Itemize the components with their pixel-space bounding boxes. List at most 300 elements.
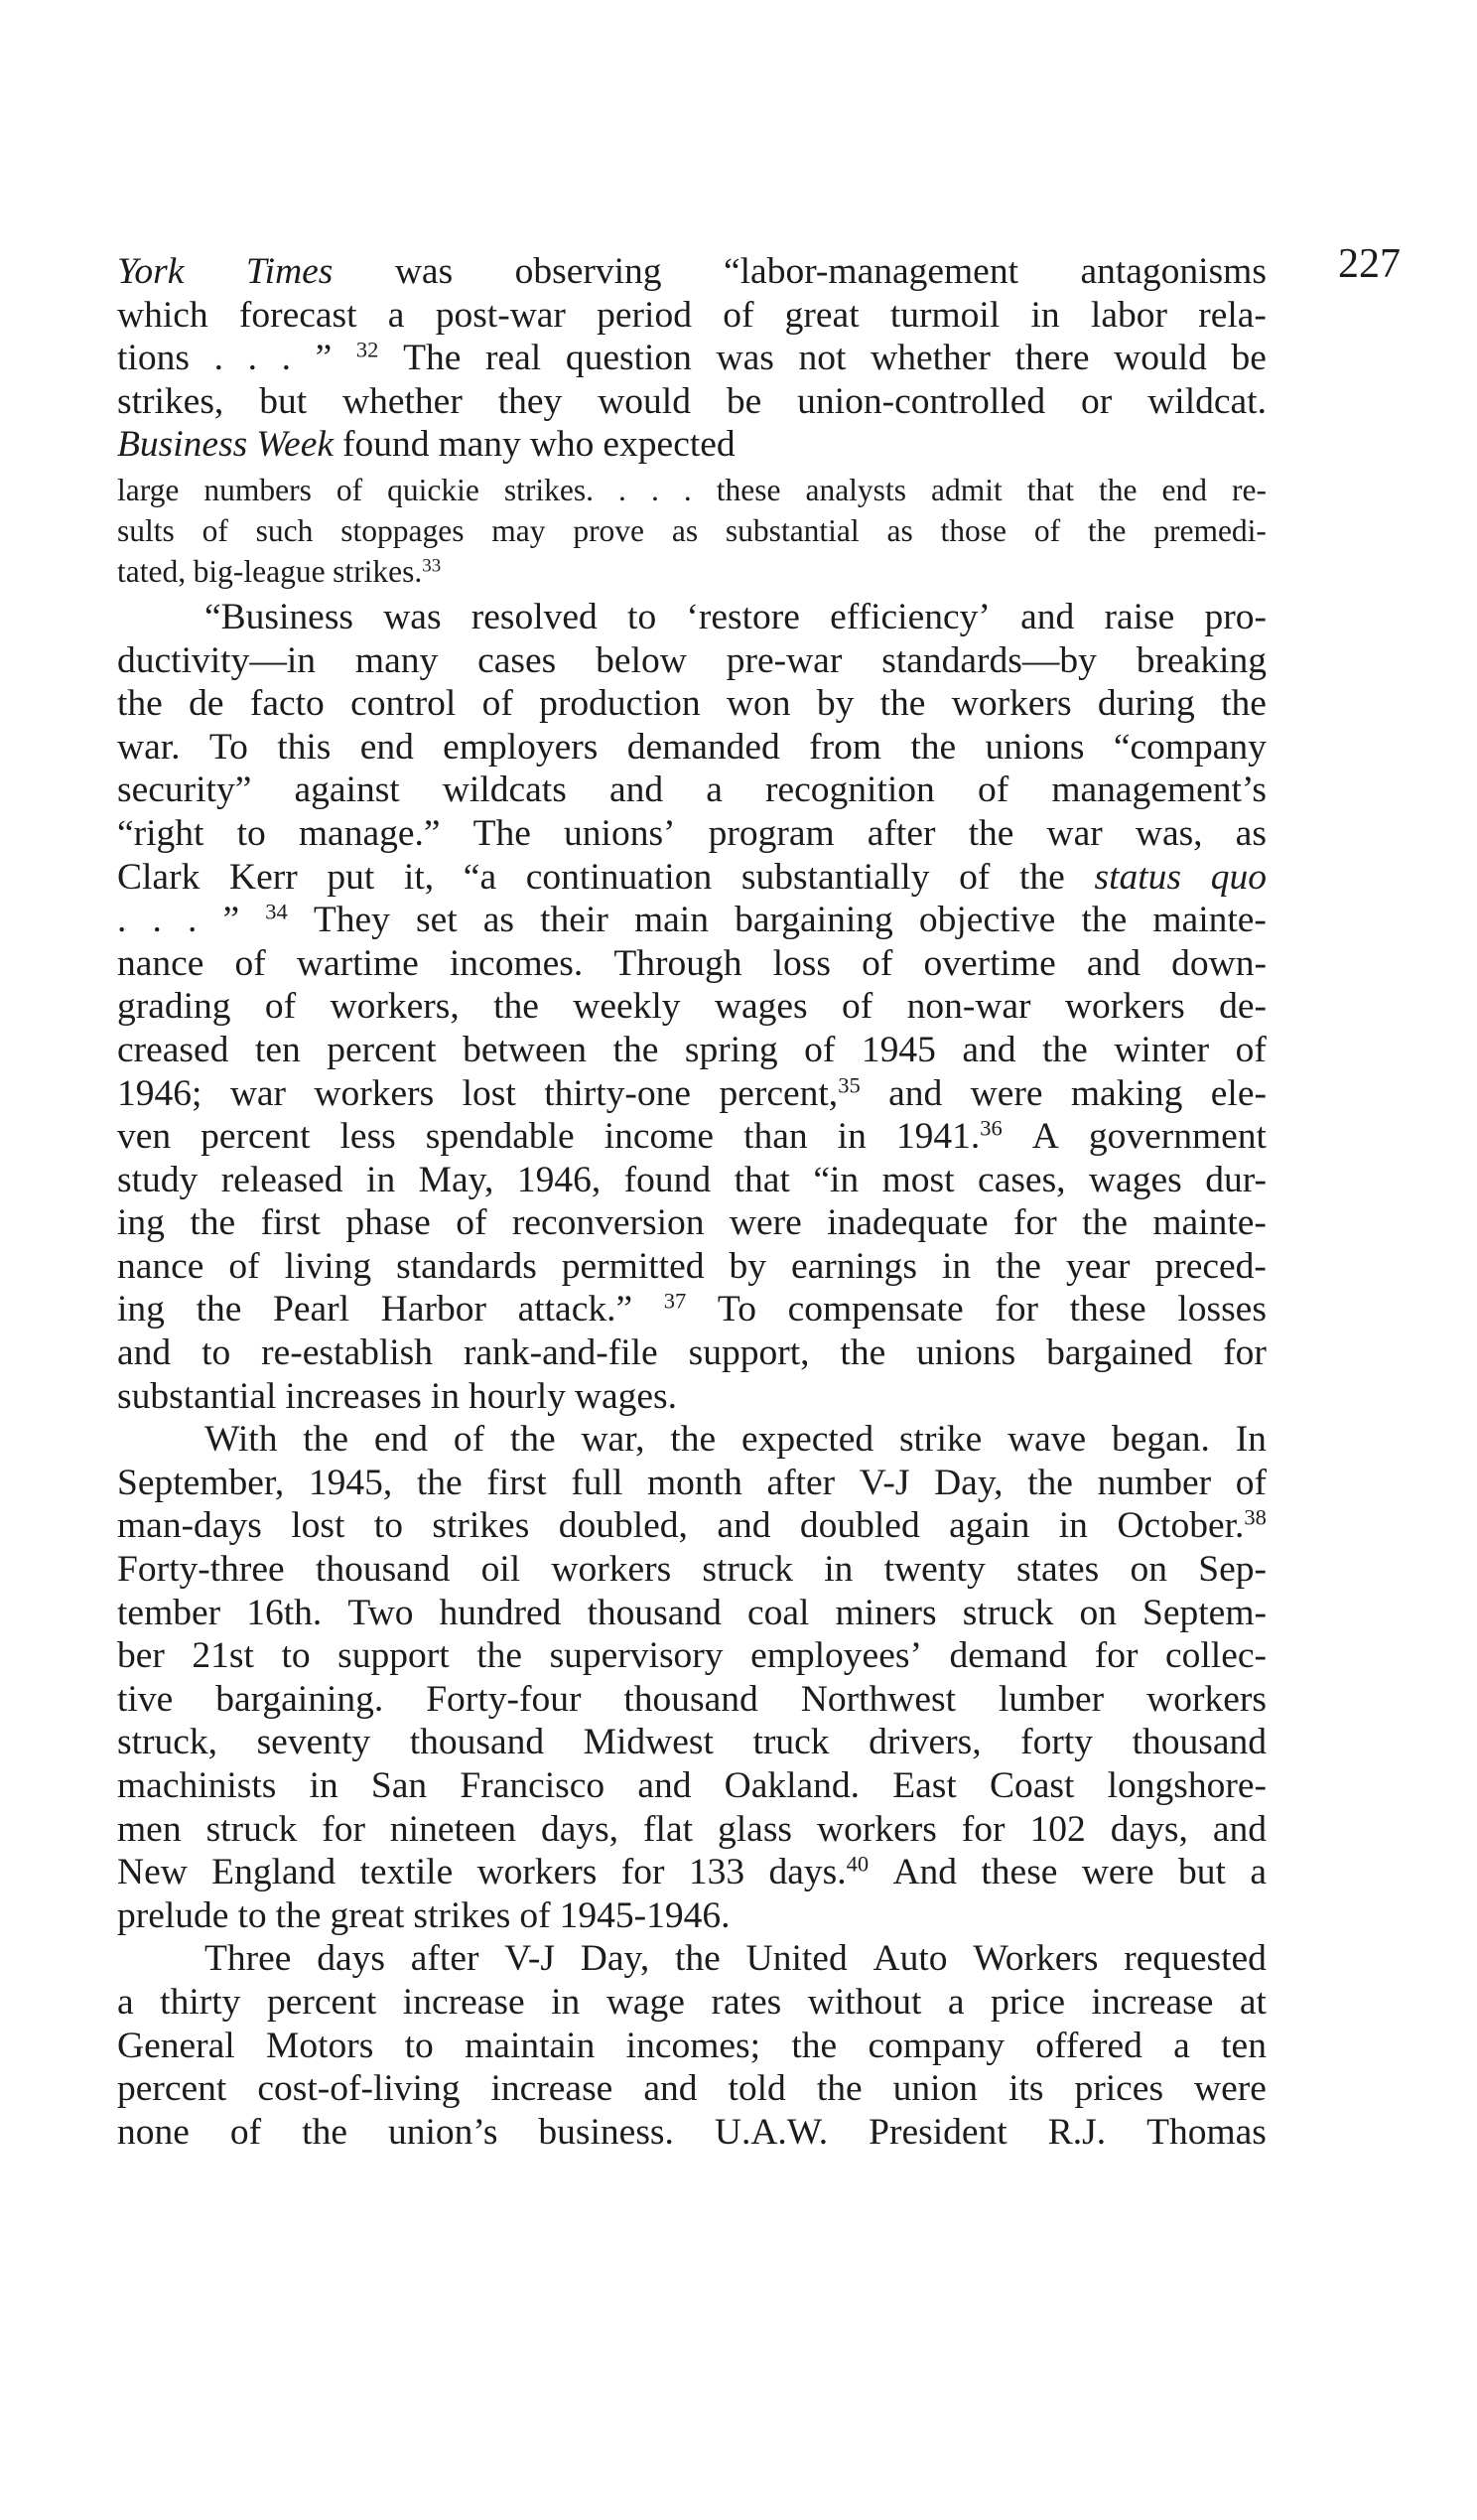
text-run: Septem-: [1142, 1592, 1267, 1633]
word: [327, 856, 374, 900]
text-run: employers: [443, 726, 599, 768]
word: [117, 639, 316, 683]
text-line: [117, 1981, 1267, 2025]
word: [1221, 2025, 1267, 2068]
text-run: days,: [1110, 1808, 1188, 1850]
word: [624, 1159, 712, 1202]
text-run: U.A.W.: [714, 2111, 829, 2153]
word: [962, 1808, 1006, 1852]
word: [257, 2067, 460, 2111]
text-run: income: [604, 1116, 715, 1158]
footnote-ref: 33: [422, 555, 442, 577]
word: [1232, 470, 1267, 510]
word: [741, 856, 930, 900]
text-run: de-: [1219, 986, 1267, 1028]
text-run: strikes.: [333, 553, 423, 589]
text-run: Harbor: [380, 1289, 486, 1330]
word: [643, 2067, 697, 2111]
word: [265, 985, 296, 1029]
word: [482, 682, 513, 726]
text-run: spring: [684, 1029, 778, 1070]
text-run: on: [1130, 1549, 1167, 1591]
word: [750, 1634, 922, 1678]
text-run: strikes: [432, 1505, 530, 1547]
word: [117, 380, 223, 424]
text-run: weekly: [573, 986, 681, 1028]
text-run: prices: [1074, 2068, 1164, 2110]
text-line: [117, 1634, 1267, 1678]
text-run: were: [970, 1072, 1043, 1114]
text-run: Midwest: [583, 1722, 714, 1763]
word: [310, 1764, 338, 1808]
text-run: thousand: [315, 1549, 451, 1591]
text-run: for: [995, 1289, 1038, 1330]
word: [204, 1937, 291, 1981]
text-run: as: [1235, 812, 1267, 854]
text-run: New: [117, 1852, 188, 1893]
word: [1008, 2067, 1043, 2111]
word: [1152, 1201, 1267, 1245]
word: [117, 294, 208, 338]
text-run: substantial: [117, 1375, 277, 1417]
word: [1082, 1201, 1128, 1245]
word: [440, 1592, 562, 1635]
text-run: Forty-four: [426, 1678, 582, 1720]
word: [873, 1937, 948, 1981]
word: [476, 1634, 522, 1678]
word: [117, 812, 203, 856]
text-run: A: [1031, 1116, 1059, 1158]
text-run: To: [717, 1289, 756, 1330]
word: [117, 726, 181, 770]
word: [237, 1894, 266, 1938]
text-run: wages: [1089, 1159, 1182, 1200]
word: [949, 1634, 1067, 1678]
text-run: of: [959, 856, 991, 898]
word: [336, 470, 362, 510]
text-run: .: [247, 338, 257, 379]
word: [432, 1504, 529, 1548]
text-run: the: [910, 726, 957, 768]
text-run: substantial: [725, 512, 860, 548]
word: [303, 1418, 348, 1462]
word: [117, 1851, 188, 1894]
word: [333, 551, 441, 592]
text-run: a: [1250, 1852, 1267, 1893]
word: [788, 1288, 964, 1331]
text-run: as: [482, 900, 515, 941]
word: [1070, 1288, 1146, 1331]
word: [1146, 2111, 1267, 2155]
word: [504, 470, 594, 510]
text-run: Clark: [117, 856, 201, 898]
word: [246, 250, 334, 294]
word: [297, 942, 419, 986]
text-run: of: [228, 1245, 260, 1287]
word: [562, 1245, 705, 1289]
word: [322, 1808, 365, 1852]
text-run: question: [565, 338, 692, 379]
text-run: President: [869, 2111, 1007, 2153]
word: [229, 856, 298, 900]
text-run: whether: [871, 338, 991, 379]
word: [403, 337, 461, 380]
text-run: by: [729, 1245, 766, 1287]
text-line: [117, 1201, 1267, 1245]
text-run: support: [337, 1635, 450, 1677]
text-run: observing: [514, 251, 662, 292]
word: [801, 1678, 956, 1722]
word: [808, 1981, 922, 2025]
word: [717, 470, 781, 510]
text-run: incomes;: [625, 2025, 761, 2066]
word: [1108, 1764, 1267, 1808]
text-run: ductivity—in: [117, 639, 316, 681]
text-line: [117, 1418, 1267, 1462]
word: [702, 1548, 793, 1592]
word: [934, 1462, 1003, 1505]
text-run: making: [1070, 1072, 1183, 1114]
text-run: as: [886, 512, 913, 548]
word: [117, 1288, 165, 1331]
text-run: of: [201, 512, 228, 548]
word: [842, 985, 873, 1029]
text-run: of: [1033, 512, 1061, 548]
text-run: these: [1069, 1289, 1146, 1330]
word: [314, 899, 390, 942]
text-run: bargained: [1046, 1332, 1193, 1374]
word: [882, 1159, 955, 1202]
text-line: [117, 337, 1267, 380]
word: [117, 2067, 226, 2111]
word: [117, 682, 163, 726]
word: [730, 1201, 802, 1245]
word: [1066, 1245, 1131, 1289]
word: [250, 682, 325, 726]
word: [192, 1634, 254, 1678]
word: [805, 470, 905, 510]
text-run: 133: [688, 1852, 745, 1893]
text-line: [117, 2111, 1267, 2155]
word: [294, 769, 399, 812]
word: [374, 1504, 403, 1548]
text-run: the: [302, 2111, 347, 2153]
text-run: the: [1019, 856, 1065, 898]
word: [973, 1937, 1098, 1981]
text-run: a: [117, 1981, 134, 2023]
text-run: in: [309, 1765, 338, 1806]
text-run: increase: [490, 2068, 613, 2110]
word: [246, 1592, 322, 1635]
word: [573, 510, 644, 551]
text-line: [117, 1721, 1267, 1764]
word: [880, 682, 926, 726]
word: [387, 470, 479, 510]
word: [285, 1375, 421, 1419]
text-run: for: [1223, 1332, 1267, 1374]
word: [981, 1851, 1057, 1894]
text-run: ele-: [1210, 1072, 1267, 1114]
word: [1236, 812, 1267, 856]
word: [643, 1808, 693, 1852]
text-run: states: [1015, 1549, 1100, 1591]
text-line: [117, 1548, 1267, 1592]
text-run: thousand: [1132, 1722, 1267, 1763]
text-run: for: [322, 1808, 365, 1850]
text-run: employees’: [750, 1635, 922, 1677]
footnote-ref: 37: [663, 1289, 687, 1315]
quote-line: [117, 470, 1267, 510]
word: [117, 1072, 201, 1116]
word: [627, 596, 656, 639]
text-run: loss: [772, 942, 831, 984]
text-run: percent: [201, 1116, 311, 1158]
word: [202, 510, 228, 551]
text-run: forecast: [238, 294, 357, 336]
word: [999, 1678, 1104, 1722]
word: [1098, 1462, 1212, 1505]
word: [881, 639, 1097, 683]
text-run: living: [284, 1245, 372, 1287]
word: [512, 1201, 705, 1245]
text-run: breaking: [1136, 639, 1267, 681]
text-run: rates: [711, 1981, 782, 2023]
text-run: Through: [613, 942, 742, 984]
word: [672, 510, 698, 551]
text-run: first: [486, 1462, 547, 1503]
text-run: England: [211, 1852, 336, 1893]
word: [261, 1201, 321, 1245]
word: [598, 380, 691, 424]
word: [347, 1592, 413, 1635]
text-run: less: [339, 1116, 396, 1158]
word: [117, 1115, 171, 1159]
word: [265, 899, 288, 942]
word: [350, 682, 456, 726]
word: [1221, 682, 1267, 726]
text-run: days,: [540, 1808, 619, 1850]
text-run: struck: [702, 1549, 794, 1591]
text-run: “in: [813, 1159, 860, 1200]
text-line: [117, 1808, 1267, 1852]
text-run: reconversion: [511, 1202, 705, 1244]
text-run: strikes: [413, 1894, 511, 1936]
word: [1071, 1072, 1182, 1116]
text-run: ten: [254, 1029, 301, 1070]
word: [456, 1201, 486, 1245]
word: [860, 1462, 910, 1505]
word: [371, 1764, 427, 1808]
text-run: expected: [603, 424, 736, 466]
word: [117, 1894, 228, 1938]
text-run: thirty: [160, 1981, 241, 2023]
text-run: to: [627, 596, 657, 637]
text-run: of: [453, 1419, 485, 1461]
word: [824, 1548, 853, 1592]
text-run: and: [117, 1332, 172, 1374]
word: [869, 2111, 1007, 2155]
text-run: war,: [581, 1419, 645, 1461]
word: [1080, 250, 1266, 294]
text-run: a: [387, 294, 405, 336]
word: [1081, 899, 1127, 942]
text-run: man-days: [117, 1505, 262, 1547]
text-line: [117, 1678, 1267, 1722]
word: [1075, 2067, 1164, 2111]
text-run: In: [1235, 1419, 1267, 1461]
word: [519, 1894, 550, 1938]
text-run: again: [949, 1505, 1030, 1547]
text-run: and: [643, 2068, 698, 2110]
word: [413, 1894, 510, 1938]
text-run: they: [497, 380, 563, 422]
word: [996, 1245, 1041, 1289]
word: [1204, 596, 1266, 639]
text-run: cases: [477, 639, 557, 681]
word: [609, 769, 663, 812]
text-run: company: [868, 2025, 1005, 2066]
word: [117, 1462, 284, 1505]
text-run: .: [152, 900, 162, 941]
text-run: earnings: [790, 1245, 917, 1287]
italic-text: York: [117, 251, 185, 292]
text-run: the: [1042, 1029, 1088, 1070]
text-run: To: [208, 726, 248, 768]
word: [197, 1288, 242, 1331]
text-run: seventy: [256, 1722, 371, 1763]
text-run: whether: [342, 380, 463, 422]
text-run: end: [359, 726, 414, 768]
word: [526, 856, 712, 900]
text-run: to: [404, 2025, 434, 2066]
word: [515, 250, 662, 294]
word: [469, 1375, 566, 1419]
text-run: real: [485, 338, 542, 379]
word: [117, 1678, 173, 1722]
word: [360, 726, 414, 770]
text-run: Francisco: [460, 1765, 605, 1806]
text-run: increases: [285, 1375, 422, 1417]
text-run: lost: [291, 1505, 345, 1547]
text-run: to: [373, 1505, 403, 1547]
text-run: percent: [117, 2068, 227, 2110]
text-run: ‘restore: [686, 596, 800, 637]
text-run: and: [717, 1505, 771, 1547]
text-run: Forty-three: [117, 1549, 285, 1591]
text-run: big-league: [193, 553, 326, 589]
text-run: the: [303, 1419, 349, 1461]
footnote-ref: 40: [846, 1851, 870, 1877]
text-run: 1946,: [516, 1159, 602, 1200]
word: [606, 1981, 685, 2025]
text-run: strikes.: [503, 472, 595, 507]
text-run: to: [237, 1894, 267, 1936]
word: [189, 682, 223, 726]
text-run: thousand: [409, 1722, 545, 1763]
word: [1236, 1029, 1267, 1072]
word: [356, 337, 379, 380]
word: [405, 2025, 434, 2068]
word: [729, 1245, 766, 1289]
word: [463, 1072, 516, 1116]
text-run: 102: [1029, 1808, 1086, 1850]
text-run: who: [529, 424, 595, 466]
word: [330, 1894, 404, 1938]
word: [404, 856, 434, 900]
text-run: this: [277, 726, 332, 768]
word: [1250, 1851, 1267, 1894]
word: [588, 1592, 722, 1635]
text-run: Kerr: [228, 856, 298, 898]
word: [403, 1981, 525, 2025]
text-run: “company: [1113, 726, 1267, 768]
word: [490, 2067, 612, 2111]
text-run: thousand: [623, 1678, 758, 1720]
word: [1079, 1592, 1117, 1635]
word: [584, 1721, 714, 1764]
word: [117, 769, 251, 812]
text-line: [117, 250, 1267, 294]
word: [1173, 2025, 1190, 2068]
word: [1027, 470, 1074, 510]
text-run: management’s: [1051, 770, 1267, 811]
text-run: analysts: [805, 472, 906, 507]
text-run: Northwest: [800, 1678, 956, 1720]
quote-line: [117, 510, 1267, 551]
word: [117, 423, 247, 467]
text-run: of: [977, 770, 1009, 811]
word: [566, 337, 692, 380]
text-run: mainte-: [1152, 1202, 1267, 1244]
text-run: it,: [403, 856, 435, 898]
word: [1236, 1418, 1267, 1462]
text-run: workers: [951, 683, 1072, 725]
text-run: wave: [1007, 1419, 1087, 1461]
word: [809, 726, 881, 770]
word: [990, 1764, 1074, 1808]
word: [117, 1808, 182, 1852]
text-run: nineteen: [389, 1808, 516, 1850]
text-line: [117, 1072, 1267, 1116]
text-run: continuation: [525, 856, 713, 898]
text-run: but: [259, 380, 308, 422]
text-run: many: [354, 639, 439, 681]
word: [817, 1808, 937, 1852]
text-run: R.J.: [1047, 2111, 1107, 2153]
text-run: and: [608, 770, 664, 811]
word: [230, 2111, 261, 2155]
word: [978, 769, 1008, 812]
word: [235, 942, 266, 986]
text-run: without: [807, 1981, 922, 2023]
text-run: the: [1099, 472, 1138, 507]
text-run: “Business: [204, 596, 353, 637]
text-run: increase: [1091, 1981, 1214, 2023]
word: [711, 1981, 781, 2025]
word: [1131, 1548, 1168, 1592]
text-run: 1946;: [117, 1072, 202, 1114]
word: [1027, 1462, 1073, 1505]
text-run: security”: [117, 770, 252, 811]
word: [331, 985, 460, 1029]
word: [1165, 1634, 1267, 1678]
word: [477, 639, 556, 683]
word: [188, 899, 197, 942]
word: [718, 1288, 756, 1331]
word: [621, 1851, 665, 1894]
text-run: struck: [962, 1592, 1054, 1633]
word: [491, 510, 545, 551]
